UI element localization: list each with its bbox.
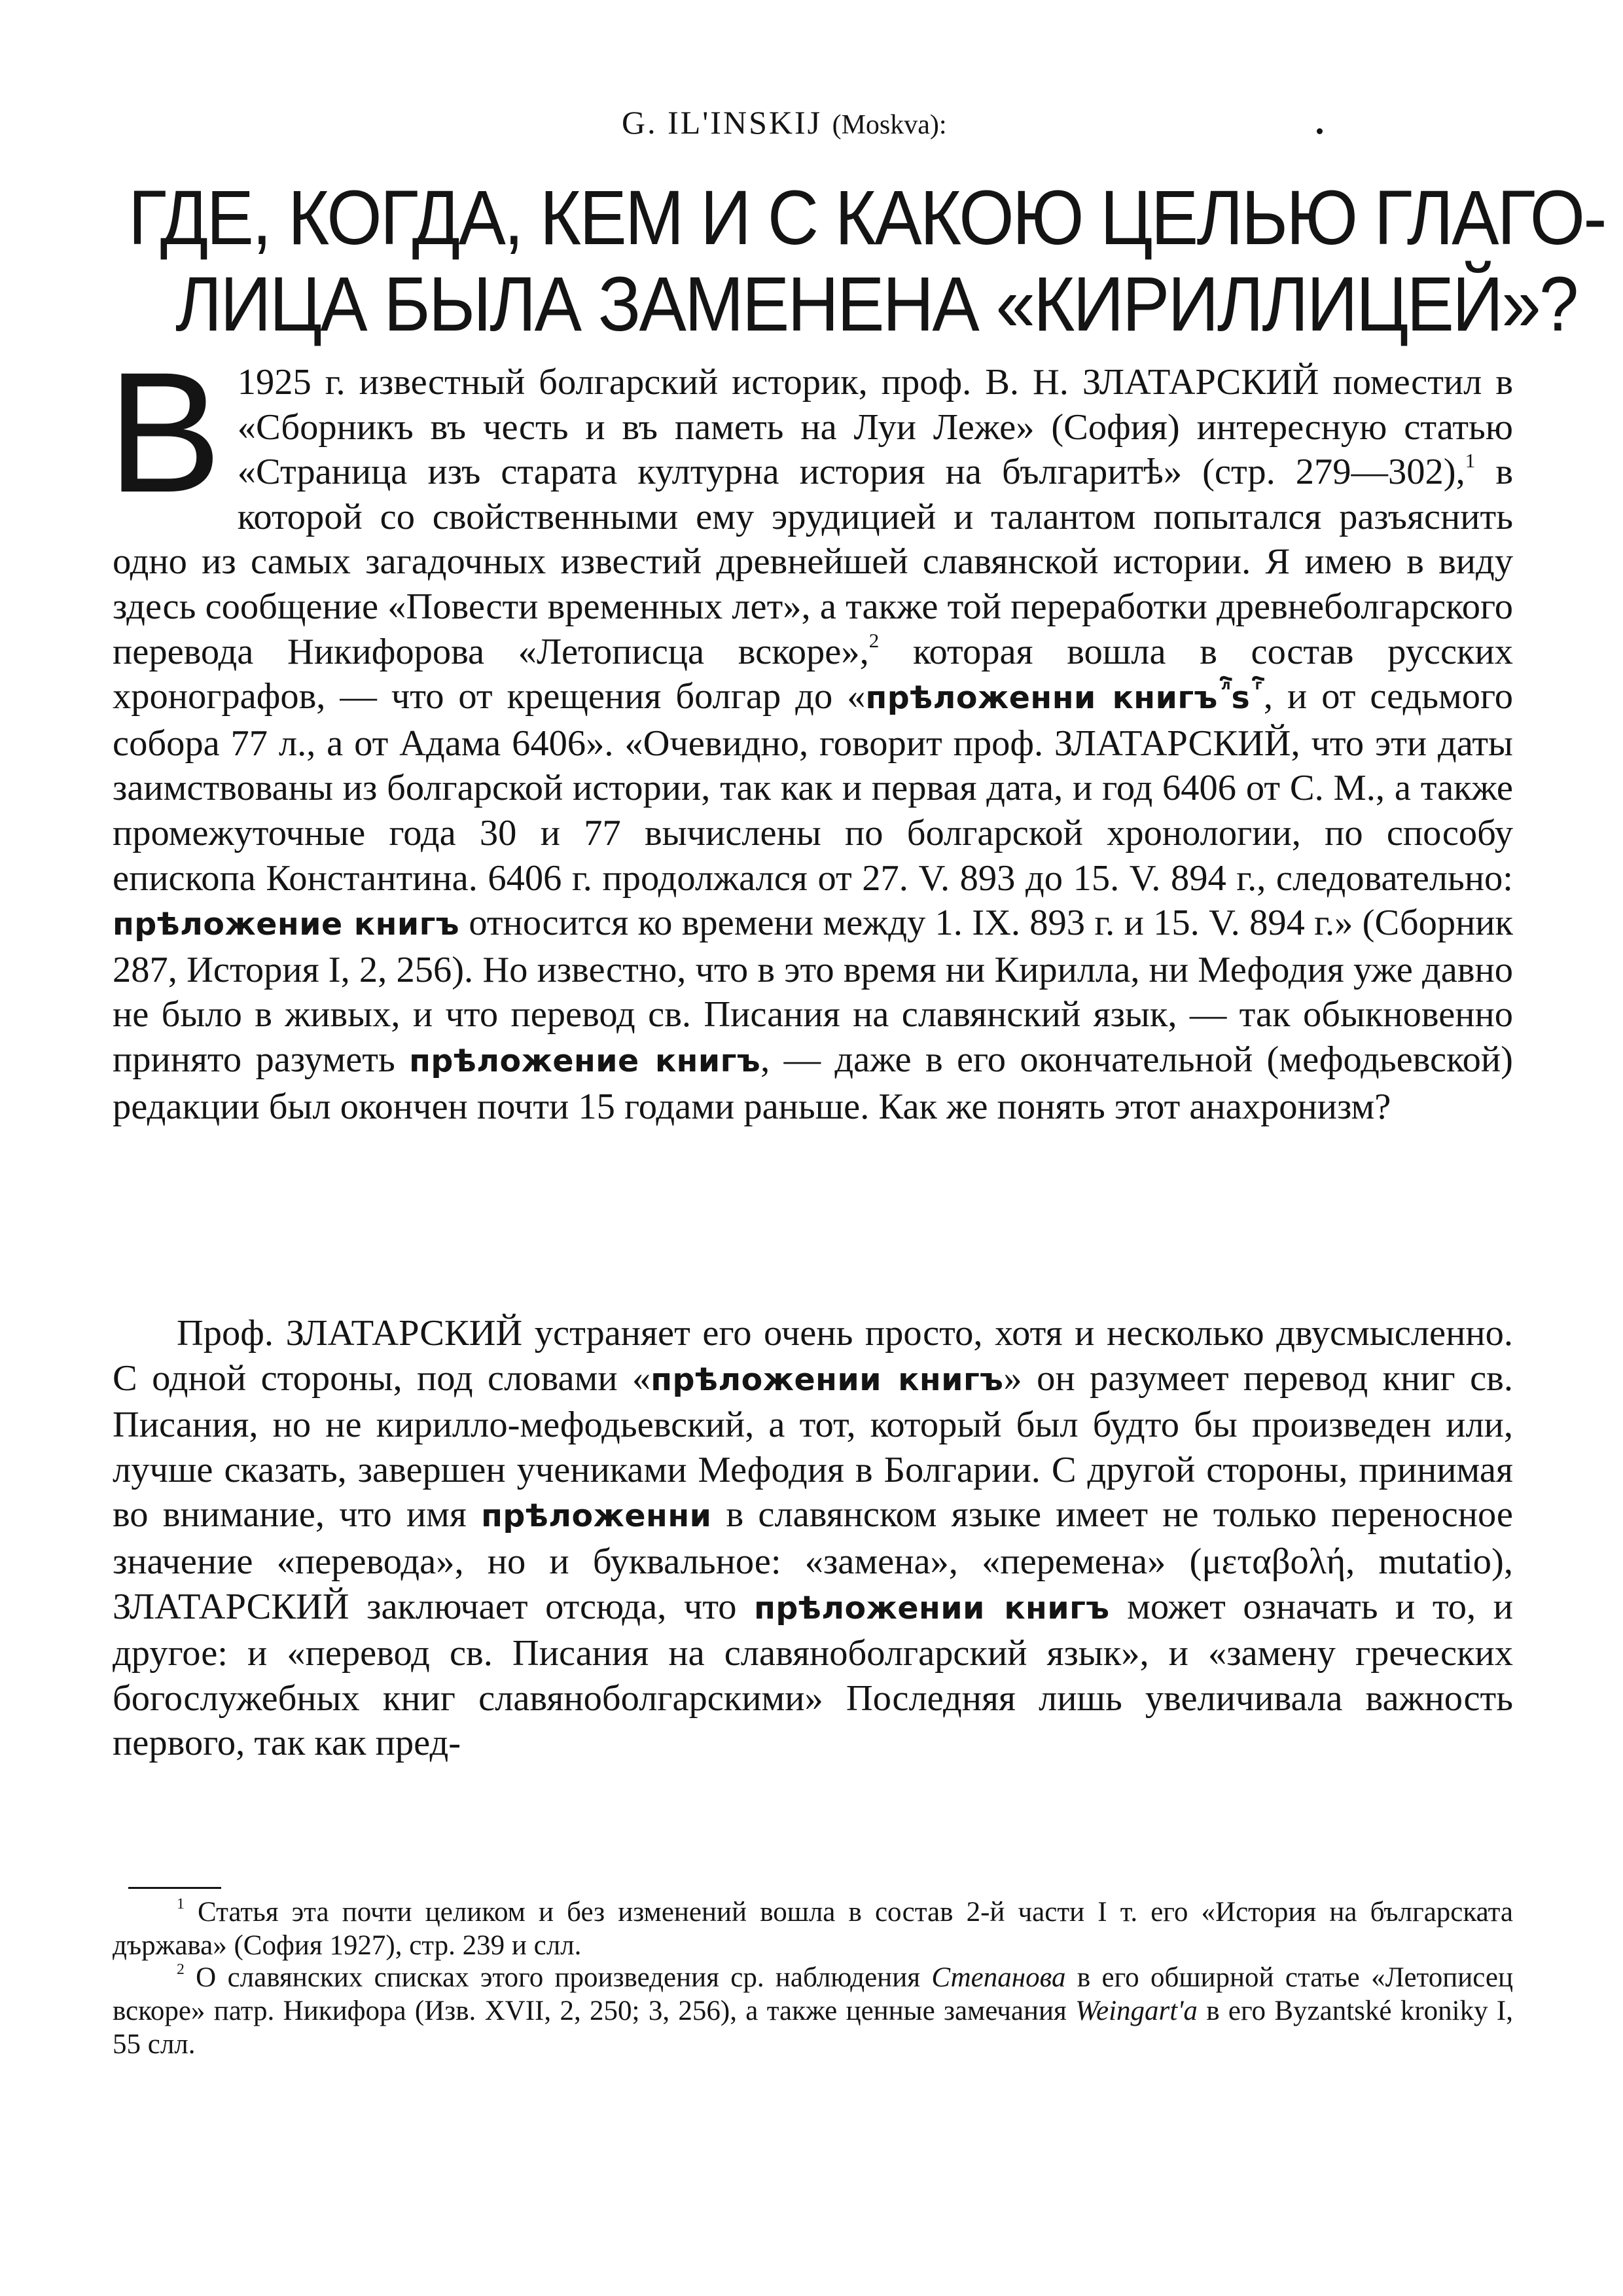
drop-cap: В <box>107 336 222 528</box>
footnote-ref-2: 2 <box>868 628 880 652</box>
church-slavonic-phrase-6: прѣложении книгъ <box>754 1590 1110 1626</box>
author-line <box>622 103 1041 141</box>
p1-text-5: относится ко времени между 1. IX. 893 г. и 15. V. 894 г.» (Сборник 287, История I, 2, 256). Но известно, что в это время ни Кирилла, ни Мефодия уже давно не было в живых, и что перевод св. Писания на славянский язык, — так обыкновенно принято разуметь <box>113 903 1513 1080</box>
church-slavonic-phrase-1: прѣложенни книгъ ⷧ҇ѕ ⷢ҇ <box>865 680 1264 717</box>
footnote-2 <box>113 1961 1513 2061</box>
p2-text-4: может означать и то, и другое: и «перевод св. Писания на славяноболгарский язык», и «замену греческих богослужебных книг славяноболгарскими» Последняя лишь увеличивала важность первого, так как пред- <box>113 1586 1514 1764</box>
footnote-1-mark: 1 <box>177 1895 185 1913</box>
footnote-2-name-weingart: Weingart'a <box>1075 1996 1198 2026</box>
footnote-2-mark: 2 <box>177 1961 185 1979</box>
church-slavonic-phrase-2: прѣложение книгъ <box>113 906 460 943</box>
footnote-2-text-a: О славянских списках этого произведения ср. наблюдения <box>184 1962 932 1993</box>
p2-text-2: » он разумеет перевод книг св. Писания, но не кирилло-мефодьевский, а тот, который был будто бы произведен или, лучше сказать, завершен учениками Мефодия в Болгарии. С другой стороны, принимая во внимание, что имя <box>113 1357 1513 1535</box>
p1-text-3: которая вошла в состав русских хронографов, — что от крещения болгар до « <box>113 631 1513 717</box>
church-slavonic-phrase-4: прѣложении книгъ <box>651 1361 1004 1398</box>
p1-text-6: , — даже в его окончательной (мефодьевской) редакции был окончен почти 15 годами раньше. Как же понять этот анахронизм? <box>113 1039 1513 1127</box>
p2-text-3: в славянском языке имеет не только переносное значение «перевода», но и буквальное: «замена», «перемена» (μεταβολή, mutatio), ЗЛАТАРСКИЙ заключает отсюда, что <box>113 1494 1514 1627</box>
author-place: (Moskva): <box>832 110 947 140</box>
p1-text-2: в которой со свойственными ему эрудицией и талантом попытался разъяснить одно из самых загадочных известий древнейшей славянской истории. Я имею в виду здесь сообщение «Повести временных лет», а также той переработки древнеболгарского перевода Никифорова «Летописца вскоре», <box>113 452 1513 672</box>
footnote-2-text-b: в его обширной статье «Летописец вскоре» патр. Никифора (Изв. XVII, 2, 250; 3, 256), а также ценные замечания <box>113 1962 1513 2026</box>
footnote-1 <box>113 1895 1513 1962</box>
footnote-1-text: Статья эта почти целиком и без изменений вошла в состав 2-й части I т. его «История на българската държава» (София 1927), стр. 239 и слл. <box>113 1897 1513 1961</box>
church-slavonic-phrase-3: прѣложение книгъ <box>409 1043 761 1079</box>
footnote-separator <box>128 1887 221 1889</box>
article-title-line-1: ГДЕ, КОГДА, КЕМ И С КАКОЮ ЦЕЛЬЮ ГЛАГО- <box>128 175 1605 261</box>
footnote-2-name-stepanov: Степанова <box>931 1962 1066 1993</box>
p1-text-1: 1925 г. известный болгарский историк, проф. В. Н. ЗЛАТАРСКИЙ поместил в «Сборникъ въ честь и въ паметь на Луи Леже» (София) интересную статью «Страница изъ старата културна история на българитѣ» (стр. 279—302), <box>237 362 1513 493</box>
author-name: G. IL'INSKIJ <box>622 104 823 141</box>
p1-text-4: , и от седьмого собора 77 л., а от Адама 6406». «Очевидно, говорит проф. ЗЛАТАРСКИЙ, что эти даты заимствованы из болгарской истории, так как и первая дата, и год 6406 от С. М., а также промежуточные года 30 и 77 вычислены по болгарской хронологии, по способу епископа Константина. 6406 г. продолжался от 27. V. 893 до 15. V. 894 г., следовательно: <box>113 676 1513 899</box>
p2-text-1: Проф. ЗЛАТАРСКИЙ устраняет его очень просто, хотя и несколько двусмысленно. С одной стороны, под словами « <box>113 1313 1513 1399</box>
paragraph-2 <box>113 1311 1513 1766</box>
footnote-ref-1: 1 <box>1465 449 1476 473</box>
footnote-2-text-c: в его Byzantské kroniky I, 55 слл. <box>113 1996 1513 2060</box>
print-speck <box>1317 128 1323 134</box>
article-title-line-2: ЛИЦА БЫЛА ЗАМЕНЕНА «КИРИЛЛИЦЕЙ»? <box>175 261 1577 348</box>
paragraph-1 <box>107 336 1513 1129</box>
church-slavonic-phrase-5: прѣложенни <box>481 1498 712 1535</box>
